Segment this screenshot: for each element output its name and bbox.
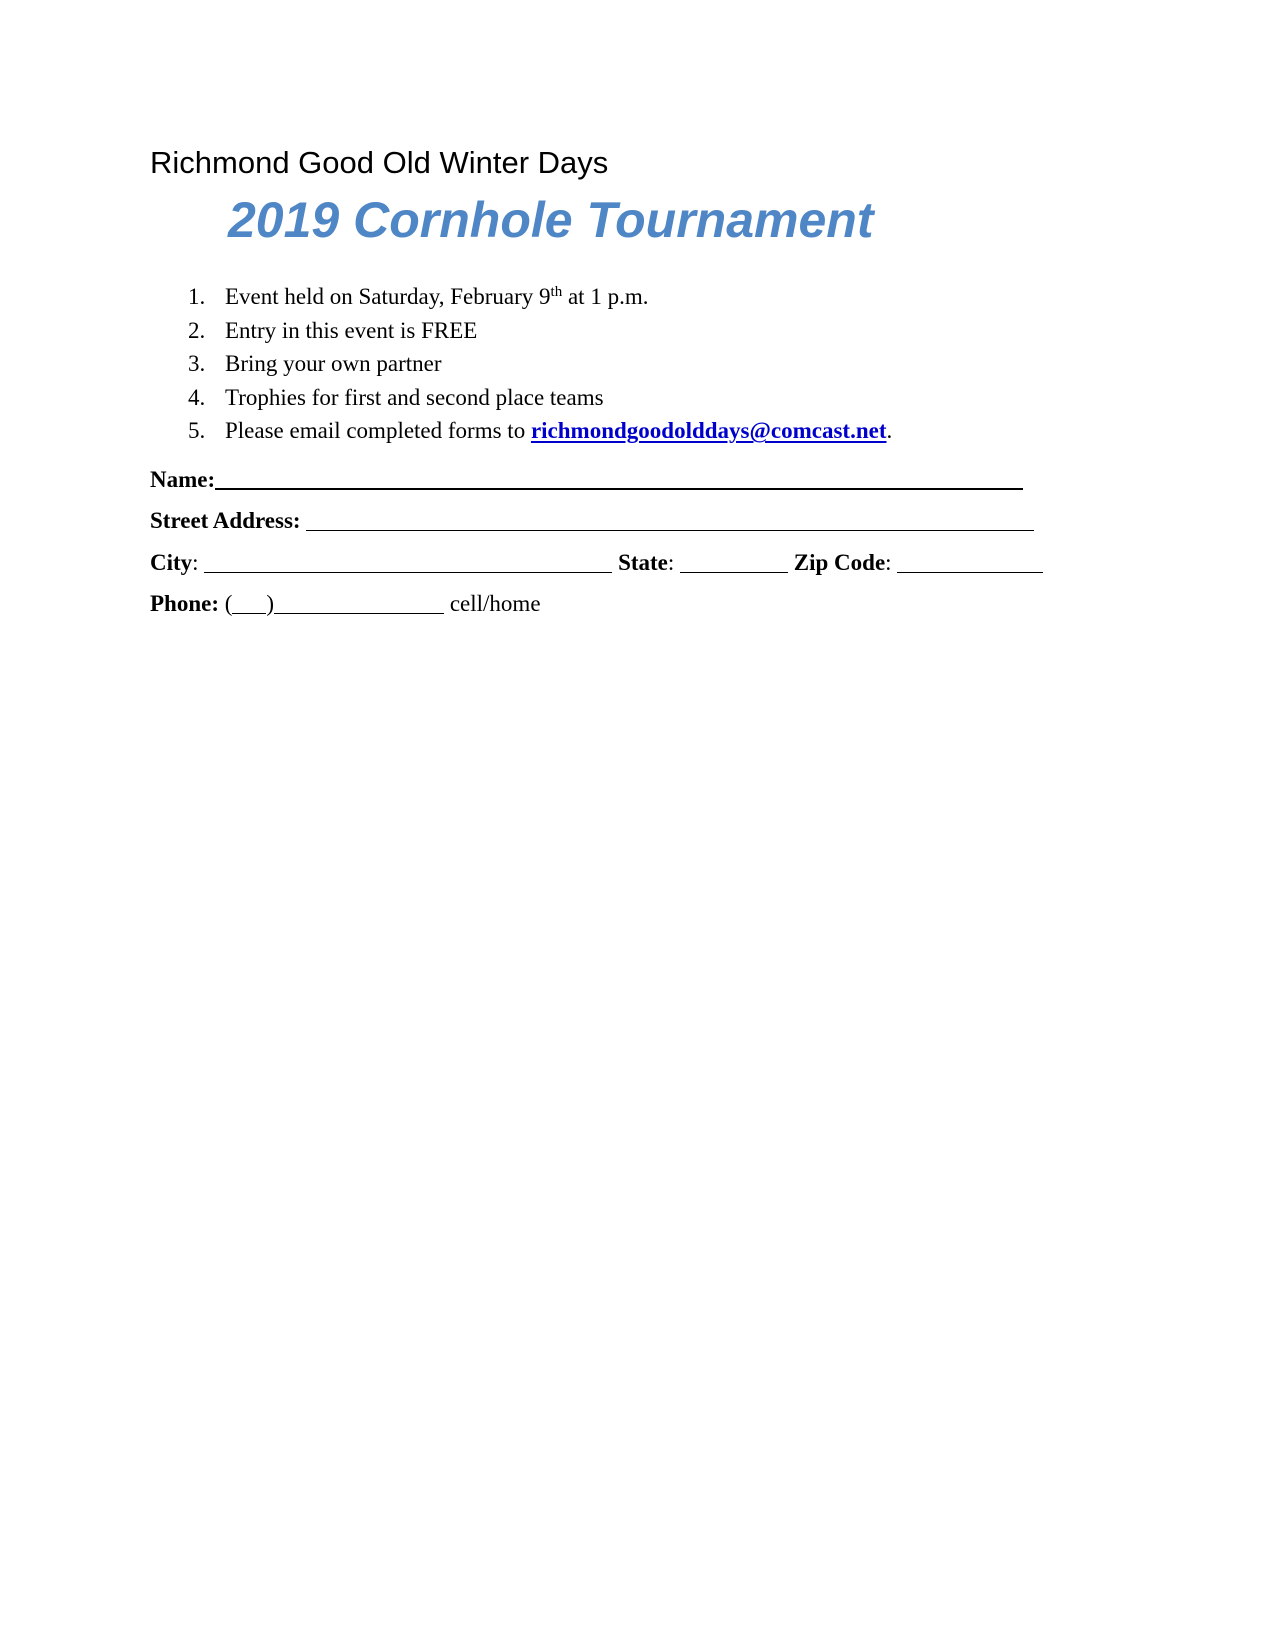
- list-text-part: Event held on Saturday, February 9: [225, 284, 551, 309]
- city-label: City: [150, 550, 193, 575]
- name-label: Name:: [150, 467, 216, 492]
- street-address-field[interactable]: [306, 508, 1034, 531]
- city-colon: :: [192, 550, 199, 575]
- name-row: [150, 463, 1023, 493]
- list-number: 2.: [188, 317, 206, 343]
- zip-code-colon: :: [885, 550, 892, 575]
- email-link[interactable]: richmondgoodolddays@comcast.net: [530, 418, 887, 444]
- state-label: State: [618, 550, 668, 575]
- list-text: Entry in this event is FREE: [225, 317, 478, 343]
- street-address-label: Street Address:: [150, 508, 301, 533]
- zip-code-field[interactable]: [897, 550, 1043, 573]
- list-text-part: .: [886, 418, 893, 444]
- list-text-part: at 1 p.m.: [562, 284, 649, 309]
- phone-type-label: cell/home: [449, 591, 541, 616]
- organization-title: Richmond Good Old Winter Days: [150, 145, 609, 180]
- list-number: 1.: [188, 284, 206, 309]
- list-text: [225, 280, 648, 314]
- state-field[interactable]: [680, 550, 788, 573]
- city-field[interactable]: [204, 550, 612, 573]
- ordinal-suffix: th: [550, 284, 563, 300]
- phone-label: Phone:: [150, 591, 219, 616]
- list-text: Trophies for first and second place teams: [225, 384, 604, 410]
- list-text: [225, 414, 892, 448]
- phone-open-paren: (: [224, 591, 233, 616]
- list-text: Bring your own partner: [225, 351, 442, 377]
- list-number: 4.: [188, 384, 206, 410]
- area-code-field[interactable]: [232, 591, 266, 614]
- list-number: 5.: [188, 418, 206, 444]
- name-field[interactable]: [215, 466, 1023, 490]
- phone-close-paren: ): [266, 591, 275, 616]
- list-text-part: Please email completed forms to: [225, 418, 531, 444]
- event-title: 2019 Cornhole Tournament: [228, 192, 874, 248]
- street-address-row: [150, 505, 1034, 535]
- list-number: 3.: [188, 351, 206, 377]
- city-state-zip-row: [150, 547, 1043, 577]
- phone-row: [150, 588, 541, 618]
- zip-code-label: Zip Code: [793, 550, 886, 575]
- phone-number-field[interactable]: [274, 591, 444, 614]
- state-colon: :: [667, 550, 675, 575]
